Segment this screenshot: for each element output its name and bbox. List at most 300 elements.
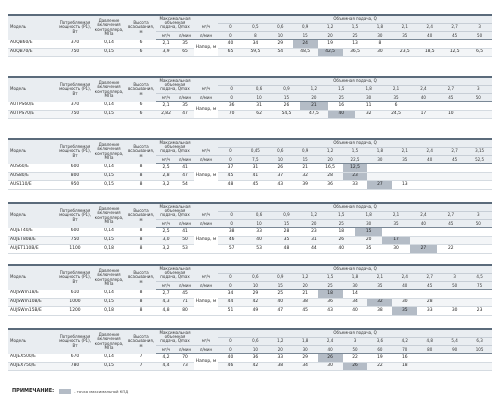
flow-m3h-value: 1,5 (343, 24, 368, 32)
flow-m3h-value: 1,8 (343, 274, 368, 282)
head-value: 16,5 (318, 164, 343, 173)
col-power: Потребляемая мощность (P1), Вт (58, 78, 92, 102)
spec-table-block (8, 76, 492, 119)
spec-table-block (8, 328, 492, 371)
flow-lmin-value: 15 (293, 156, 318, 164)
head-value: 54,5 (273, 110, 300, 119)
head-value: 30 (367, 48, 392, 57)
col-flow: Объемная подача, Q (218, 266, 492, 274)
legend-note (8, 386, 492, 396)
flow-lmin-value: 50 (467, 32, 492, 40)
max-flow-lmin: 47 (176, 110, 194, 119)
head-value: 30 (442, 307, 467, 316)
head-value: 44 (300, 245, 327, 254)
flow-lmin-value: 30 (293, 346, 318, 354)
flow-lmin-value: 60 (367, 346, 392, 354)
flow-lmin-value: 0 (218, 282, 243, 290)
head-value (465, 102, 492, 111)
spec-table (8, 16, 492, 58)
unit-m3h: м³/ч (194, 148, 218, 156)
model-name: AUJSWm15B/E (8, 307, 58, 316)
flow-lmin-value: 22,5 (343, 156, 368, 164)
flow-m3h-value: 0,9 (273, 86, 300, 94)
table-row (8, 298, 492, 307)
power-value: 800 (58, 172, 92, 181)
head-value: 43 (318, 307, 343, 316)
suction-height-value: 6 (126, 110, 156, 119)
pressure-value: 0,14 (92, 102, 126, 111)
flow-m3h-value: 1,5 (318, 274, 343, 282)
model-name: AUS110/E (8, 181, 58, 190)
model-name: AUQB70/E (8, 48, 58, 57)
head-label: Напор, м (194, 290, 218, 316)
spec-table (8, 78, 492, 120)
flow-m3h-value: 4,8 (417, 338, 442, 346)
flow-lmin-value: 0 (218, 32, 243, 40)
head-value (465, 228, 492, 237)
unit-m3h: м³/ч (194, 212, 218, 220)
head-value (410, 236, 437, 245)
suction-height-value: 8 (126, 236, 156, 245)
flow-m3h-value: 0,6 (243, 338, 268, 346)
head-value (417, 354, 442, 363)
head-value-max-efficiency: 17 (382, 236, 409, 245)
head-value: 35 (273, 236, 300, 245)
unit-m3h: м³/ч (194, 86, 218, 94)
flow-m3h-value: 1,2 (318, 148, 343, 156)
unit-lmin: л/мин (194, 32, 218, 40)
col-units-blank (194, 78, 218, 86)
max-flow-lmin: 80 (176, 307, 194, 316)
col-flow: Объемная подача, Q (218, 330, 492, 338)
flow-lmin-value: 8 (243, 32, 268, 40)
power-value: 370 (58, 40, 92, 49)
col-max-flow: Максимальная объемная подача, Qmax (156, 140, 194, 156)
pressure-value: 0,14 (92, 354, 126, 363)
head-value: 44 (218, 298, 243, 307)
flow-lmin-value: 0 (218, 346, 243, 354)
head-value-max-efficiency: 42,5 (318, 48, 343, 57)
col-pressure: Давление включения контроллера, МПа (92, 330, 126, 354)
head-value (367, 172, 392, 181)
head-value (437, 236, 464, 245)
model-name: AUQB60/E (8, 40, 58, 49)
flow-m3h-value: 3 (467, 24, 492, 32)
flow-m3h-value: 0,9 (293, 148, 318, 156)
head-value: 40 (328, 245, 355, 254)
head-value (467, 172, 492, 181)
flow-m3h-value: 0,5 (243, 24, 268, 32)
suction-height-value: 7 (126, 362, 156, 371)
head-value: 40 (343, 307, 368, 316)
head-value: 34 (343, 298, 368, 307)
max-flow-m3h: 2,7 (156, 290, 176, 299)
spec-table (8, 266, 492, 316)
flow-lmin-value: 10 (243, 282, 268, 290)
max-flow-m3h: 2,1 (156, 102, 176, 111)
flow-lmin-value: 20 (300, 220, 327, 228)
head-value-max-efficiency: 15 (355, 228, 382, 237)
head-value: 8 (367, 40, 392, 49)
head-value: 17 (410, 110, 437, 119)
unit-m3h-max: м³/ч (156, 156, 176, 164)
table-row (8, 290, 492, 299)
col-flow: Объемная подача, Q (218, 204, 492, 212)
unit-m3h-max: м³/ч (156, 282, 176, 290)
suction-height-value: 8 (126, 307, 156, 316)
flow-lmin-value: 30 (367, 32, 392, 40)
head-value (442, 40, 467, 49)
max-flow-lmin: 41 (176, 228, 194, 237)
head-value (382, 228, 409, 237)
head-value (467, 298, 492, 307)
flow-lmin-value: 30 (367, 156, 392, 164)
flow-lmin-value: 25 (328, 220, 355, 228)
suction-height-value: 8 (126, 164, 156, 173)
flow-lmin-value: 50 (465, 220, 492, 228)
unit-lmin: л/мин (194, 94, 218, 102)
head-value (367, 164, 392, 173)
flow-lmin-value: 45 (442, 156, 467, 164)
power-value: 670 (58, 354, 92, 363)
col-max-flow: Максимальная объемная подача, Qmax (156, 78, 194, 94)
unit-m3h-max: м³/ч (156, 346, 176, 354)
head-label: Напор, м (194, 102, 218, 119)
head-value: 6 (382, 102, 409, 111)
head-value: 13 (392, 181, 417, 190)
max-flow-m3h: 2,1 (156, 40, 176, 49)
spec-table-block (8, 138, 492, 190)
head-value (417, 362, 442, 371)
head-value: 26 (268, 164, 293, 173)
head-value: 25 (268, 290, 293, 299)
power-value: 600 (58, 228, 92, 237)
power-value: 750 (58, 48, 92, 57)
head-value (442, 172, 467, 181)
col-power: Потребляемая мощность (P1), Вт (58, 204, 92, 228)
flow-m3h-value: 0,9 (273, 212, 300, 220)
head-value: 31 (243, 164, 268, 173)
col-model: Модель (8, 140, 58, 164)
suction-height-value: 6 (126, 102, 156, 111)
flow-m3h-value: 1,2 (300, 86, 327, 94)
head-value (465, 236, 492, 245)
head-value (465, 245, 492, 254)
flow-m3h-value: 2,7 (442, 24, 467, 32)
flow-m3h-value: 0,6 (268, 148, 293, 156)
flow-m3h-value: 3 (343, 338, 368, 346)
head-value: 33 (245, 228, 272, 237)
flow-m3h-value: 1,2 (293, 274, 318, 282)
table-row (8, 362, 492, 371)
head-value: 14 (343, 290, 368, 299)
col-suction-height: Высота всасывания, м (126, 204, 156, 228)
head-value: 42 (243, 298, 268, 307)
flow-m3h-value: 2,4 (318, 338, 343, 346)
head-value: 31 (300, 236, 327, 245)
flow-lmin-value: 80 (417, 346, 442, 354)
flow-m3h-value: 3 (465, 212, 492, 220)
head-value: 33 (268, 354, 293, 363)
col-model: Модель (8, 330, 58, 354)
head-value (417, 181, 442, 190)
table-row (8, 181, 492, 190)
spec-table (8, 204, 492, 254)
flow-lmin-value: 25 (318, 282, 343, 290)
col-units-blank (194, 140, 218, 148)
unit-lmin-max: л/мин (176, 32, 194, 40)
model-name: AUJSWm10B/E (8, 298, 58, 307)
head-value: 51 (218, 307, 243, 316)
max-flow-m3h: 4,4 (156, 362, 176, 371)
head-value: 41 (243, 172, 268, 181)
unit-m3h-max: м³/ч (156, 220, 176, 228)
flow-lmin-value: 75 (467, 282, 492, 290)
flow-m3h-value: 2,4 (417, 148, 442, 156)
head-value: 23 (300, 228, 327, 237)
suction-height-value: 7 (126, 354, 156, 363)
flow-lmin-value: 30 (355, 220, 382, 228)
head-label: Напор, м (194, 228, 218, 254)
head-value (417, 40, 442, 49)
max-flow-lmin: 71 (176, 298, 194, 307)
note-text: - точка максимальной КПД (74, 388, 129, 394)
table-row (8, 172, 492, 181)
spec-table (8, 140, 492, 190)
table-row (8, 48, 492, 57)
col-pressure: Давление включения контроллера, МПа (92, 140, 126, 164)
head-value: 18 (328, 228, 355, 237)
head-value (392, 40, 417, 49)
flow-lmin-value: 20 (300, 94, 327, 102)
head-value: 33 (417, 307, 442, 316)
head-value: 22 (437, 245, 464, 254)
head-value: 38 (268, 362, 293, 371)
head-value: 10 (437, 110, 464, 119)
pressure-value: 0,15 (92, 362, 126, 371)
head-value: 24,5 (382, 110, 409, 119)
flow-lmin-value: 45 (437, 220, 464, 228)
flow-lmin-value: 30 (343, 282, 368, 290)
head-value: 16 (392, 354, 417, 363)
head-value (442, 354, 467, 363)
col-max-flow: Максимальная объемная подача, Qmax (156, 16, 194, 32)
flow-m3h-value: 4,5 (467, 274, 492, 282)
head-value: 19 (367, 354, 392, 363)
head-value: 34 (218, 290, 243, 299)
head-value (417, 290, 442, 299)
table-row (8, 228, 492, 237)
col-units-blank (194, 204, 218, 212)
unit-lmin-max: л/мин (176, 94, 194, 102)
flow-lmin-value: 7,5 (243, 156, 268, 164)
head-value: 31 (245, 102, 272, 111)
head-value (442, 298, 467, 307)
flow-lmin-value: 35 (392, 32, 417, 40)
model-name: AUJET110B/E (8, 245, 58, 254)
flow-lmin-value: 50 (442, 282, 467, 290)
suction-height-value: 8 (126, 298, 156, 307)
power-value: 750 (58, 236, 92, 245)
flow-m3h-value: 2,4 (417, 24, 442, 32)
head-value: 45 (218, 172, 243, 181)
header-row (8, 78, 492, 86)
head-value: 37 (268, 172, 293, 181)
spec-table-block (8, 264, 492, 316)
head-value: 30 (318, 362, 343, 371)
col-power: Потребляемая мощность (P1), Вт (58, 16, 92, 40)
head-value (467, 290, 492, 299)
flow-lmin-value: 0 (218, 94, 245, 102)
unit-m3h-max: м³/ч (156, 94, 176, 102)
header-row (8, 266, 492, 274)
pressure-value: 0,15 (92, 110, 126, 119)
flow-m3h-value: 1,2 (318, 24, 343, 32)
flow-lmin-value: 10 (243, 346, 268, 354)
head-value: 29 (268, 40, 293, 49)
flow-lmin-value: 35 (382, 220, 409, 228)
head-value-max-efficiency: 23 (343, 172, 368, 181)
head-value (442, 290, 467, 299)
flow-lmin-value: 20 (318, 156, 343, 164)
head-value: 36 (318, 298, 343, 307)
head-value: 45 (243, 181, 268, 190)
power-value: 610 (58, 290, 92, 299)
head-value (417, 164, 442, 173)
head-value-max-efficiency: 24 (293, 40, 318, 49)
head-value (367, 290, 392, 299)
power-value: 370 (58, 102, 92, 111)
head-value: 38 (367, 307, 392, 316)
unit-m3h: м³/ч (194, 24, 218, 32)
suction-height-value: 8 (126, 245, 156, 254)
pressure-value: 0,15 (92, 298, 126, 307)
col-suction-height: Высота всасывания, м (126, 78, 156, 102)
suction-height-value: 8 (126, 181, 156, 190)
head-value: 13 (343, 40, 368, 49)
col-flow: Объемная подача, Q (218, 78, 492, 86)
flow-lmin-value: 35 (382, 94, 409, 102)
flow-m3h-value: 1,2 (268, 338, 293, 346)
flow-lmin-value: 105 (467, 346, 492, 354)
flow-lmin-value: 40 (392, 282, 417, 290)
head-value: 47 (268, 307, 293, 316)
pressure-value: 0,14 (92, 290, 126, 299)
flow-m3h-value: 1,8 (367, 24, 392, 32)
model-name: AUJEX750/E (8, 362, 58, 371)
flow-lmin-value: 40 (417, 156, 442, 164)
max-flow-lmin: 35 (176, 40, 194, 49)
flow-m3h-value: 0,9 (293, 24, 318, 32)
model-name: AUJSWm18/E (8, 290, 58, 299)
max-flow-lmin: 50 (176, 236, 194, 245)
head-value: 21 (293, 164, 318, 173)
head-value: 6,5 (467, 48, 492, 57)
head-value: 36 (318, 181, 343, 190)
head-value: 59,5 (243, 48, 268, 57)
max-flow-m3h: 2,82 (156, 110, 176, 119)
head-value (442, 362, 467, 371)
head-value (437, 228, 464, 237)
head-label: Напор, м (194, 164, 218, 190)
head-value (410, 102, 437, 111)
head-value: 22 (367, 362, 392, 371)
max-flow-m3h: 2,5 (156, 228, 176, 237)
unit-m3h: м³/ч (194, 338, 218, 346)
flow-m3h-value: 2,4 (410, 212, 437, 220)
head-value: 18 (392, 362, 417, 371)
flow-m3h-value: 3 (465, 86, 492, 94)
max-flow-lmin: 53 (176, 245, 194, 254)
flow-m3h-value: 3,6 (367, 338, 392, 346)
head-value: 23,5 (392, 48, 417, 57)
max-flow-m3h: 3,2 (156, 245, 176, 254)
max-flow-lmin: 54 (176, 181, 194, 190)
head-value: 26 (273, 102, 300, 111)
col-model: Модель (8, 204, 58, 228)
max-flow-lmin: 47 (176, 172, 194, 181)
col-suction-height: Высота всасывания, м (126, 330, 156, 354)
table-row (8, 40, 492, 49)
head-value (392, 164, 417, 173)
table-row (8, 164, 492, 173)
flow-m3h-value: 2,7 (437, 212, 464, 220)
head-value: 65 (218, 48, 243, 57)
flow-m3h-value: 1,8 (355, 86, 382, 94)
head-value-max-efficiency: 27 (367, 181, 392, 190)
head-value: 28 (273, 228, 300, 237)
head-value: 23 (467, 307, 492, 316)
head-value: 39 (293, 181, 318, 190)
flow-m3h-value: 2,1 (392, 148, 417, 156)
head-value (392, 172, 417, 181)
flow-m3h-value: 5,4 (442, 338, 467, 346)
col-power: Потребляемая мощность (P1), Вт (58, 140, 92, 164)
head-value: 36 (218, 102, 245, 111)
header-row (8, 204, 492, 212)
flow-lmin-value: 15 (273, 220, 300, 228)
col-power: Потребляемая мощность (P1), Вт (58, 330, 92, 354)
col-pressure: Давление включения контроллера, МПа (92, 204, 126, 228)
table-row (8, 354, 492, 363)
pressure-value: 0,15 (92, 48, 126, 57)
flow-m3h-value: 0,6 (243, 274, 268, 282)
head-value (442, 181, 467, 190)
flow-m3h-value: 2,1 (382, 212, 409, 220)
head-value: 19 (318, 40, 343, 49)
head-value-max-efficiency: 18 (318, 290, 343, 299)
model-name: AUS60/E (8, 164, 58, 173)
head-value: 47,5 (300, 110, 327, 119)
head-value: 48 (273, 245, 300, 254)
flow-m3h-value: 1,5 (328, 212, 355, 220)
max-flow-m3h: 3,2 (156, 181, 176, 190)
flow-lmin-value: 15 (268, 282, 293, 290)
head-value: 33 (343, 181, 368, 190)
flow-m3h-value: 2,7 (442, 148, 467, 156)
model-name: AUS80/E (8, 172, 58, 181)
col-suction-height: Высота всасывания, м (126, 16, 156, 40)
flow-m3h-value: 0 (218, 148, 243, 156)
model-name: AUTPS60/E (8, 102, 58, 111)
head-value: 22 (343, 354, 368, 363)
head-value: 18,5 (417, 48, 442, 57)
flow-m3h-value: 0,6 (268, 24, 293, 32)
unit-m3h: м³/ч (194, 274, 218, 282)
col-flow: Объемная подача, Q (218, 16, 492, 24)
head-value-max-efficiency: 26 (343, 362, 368, 371)
head-value: 38 (218, 228, 245, 237)
